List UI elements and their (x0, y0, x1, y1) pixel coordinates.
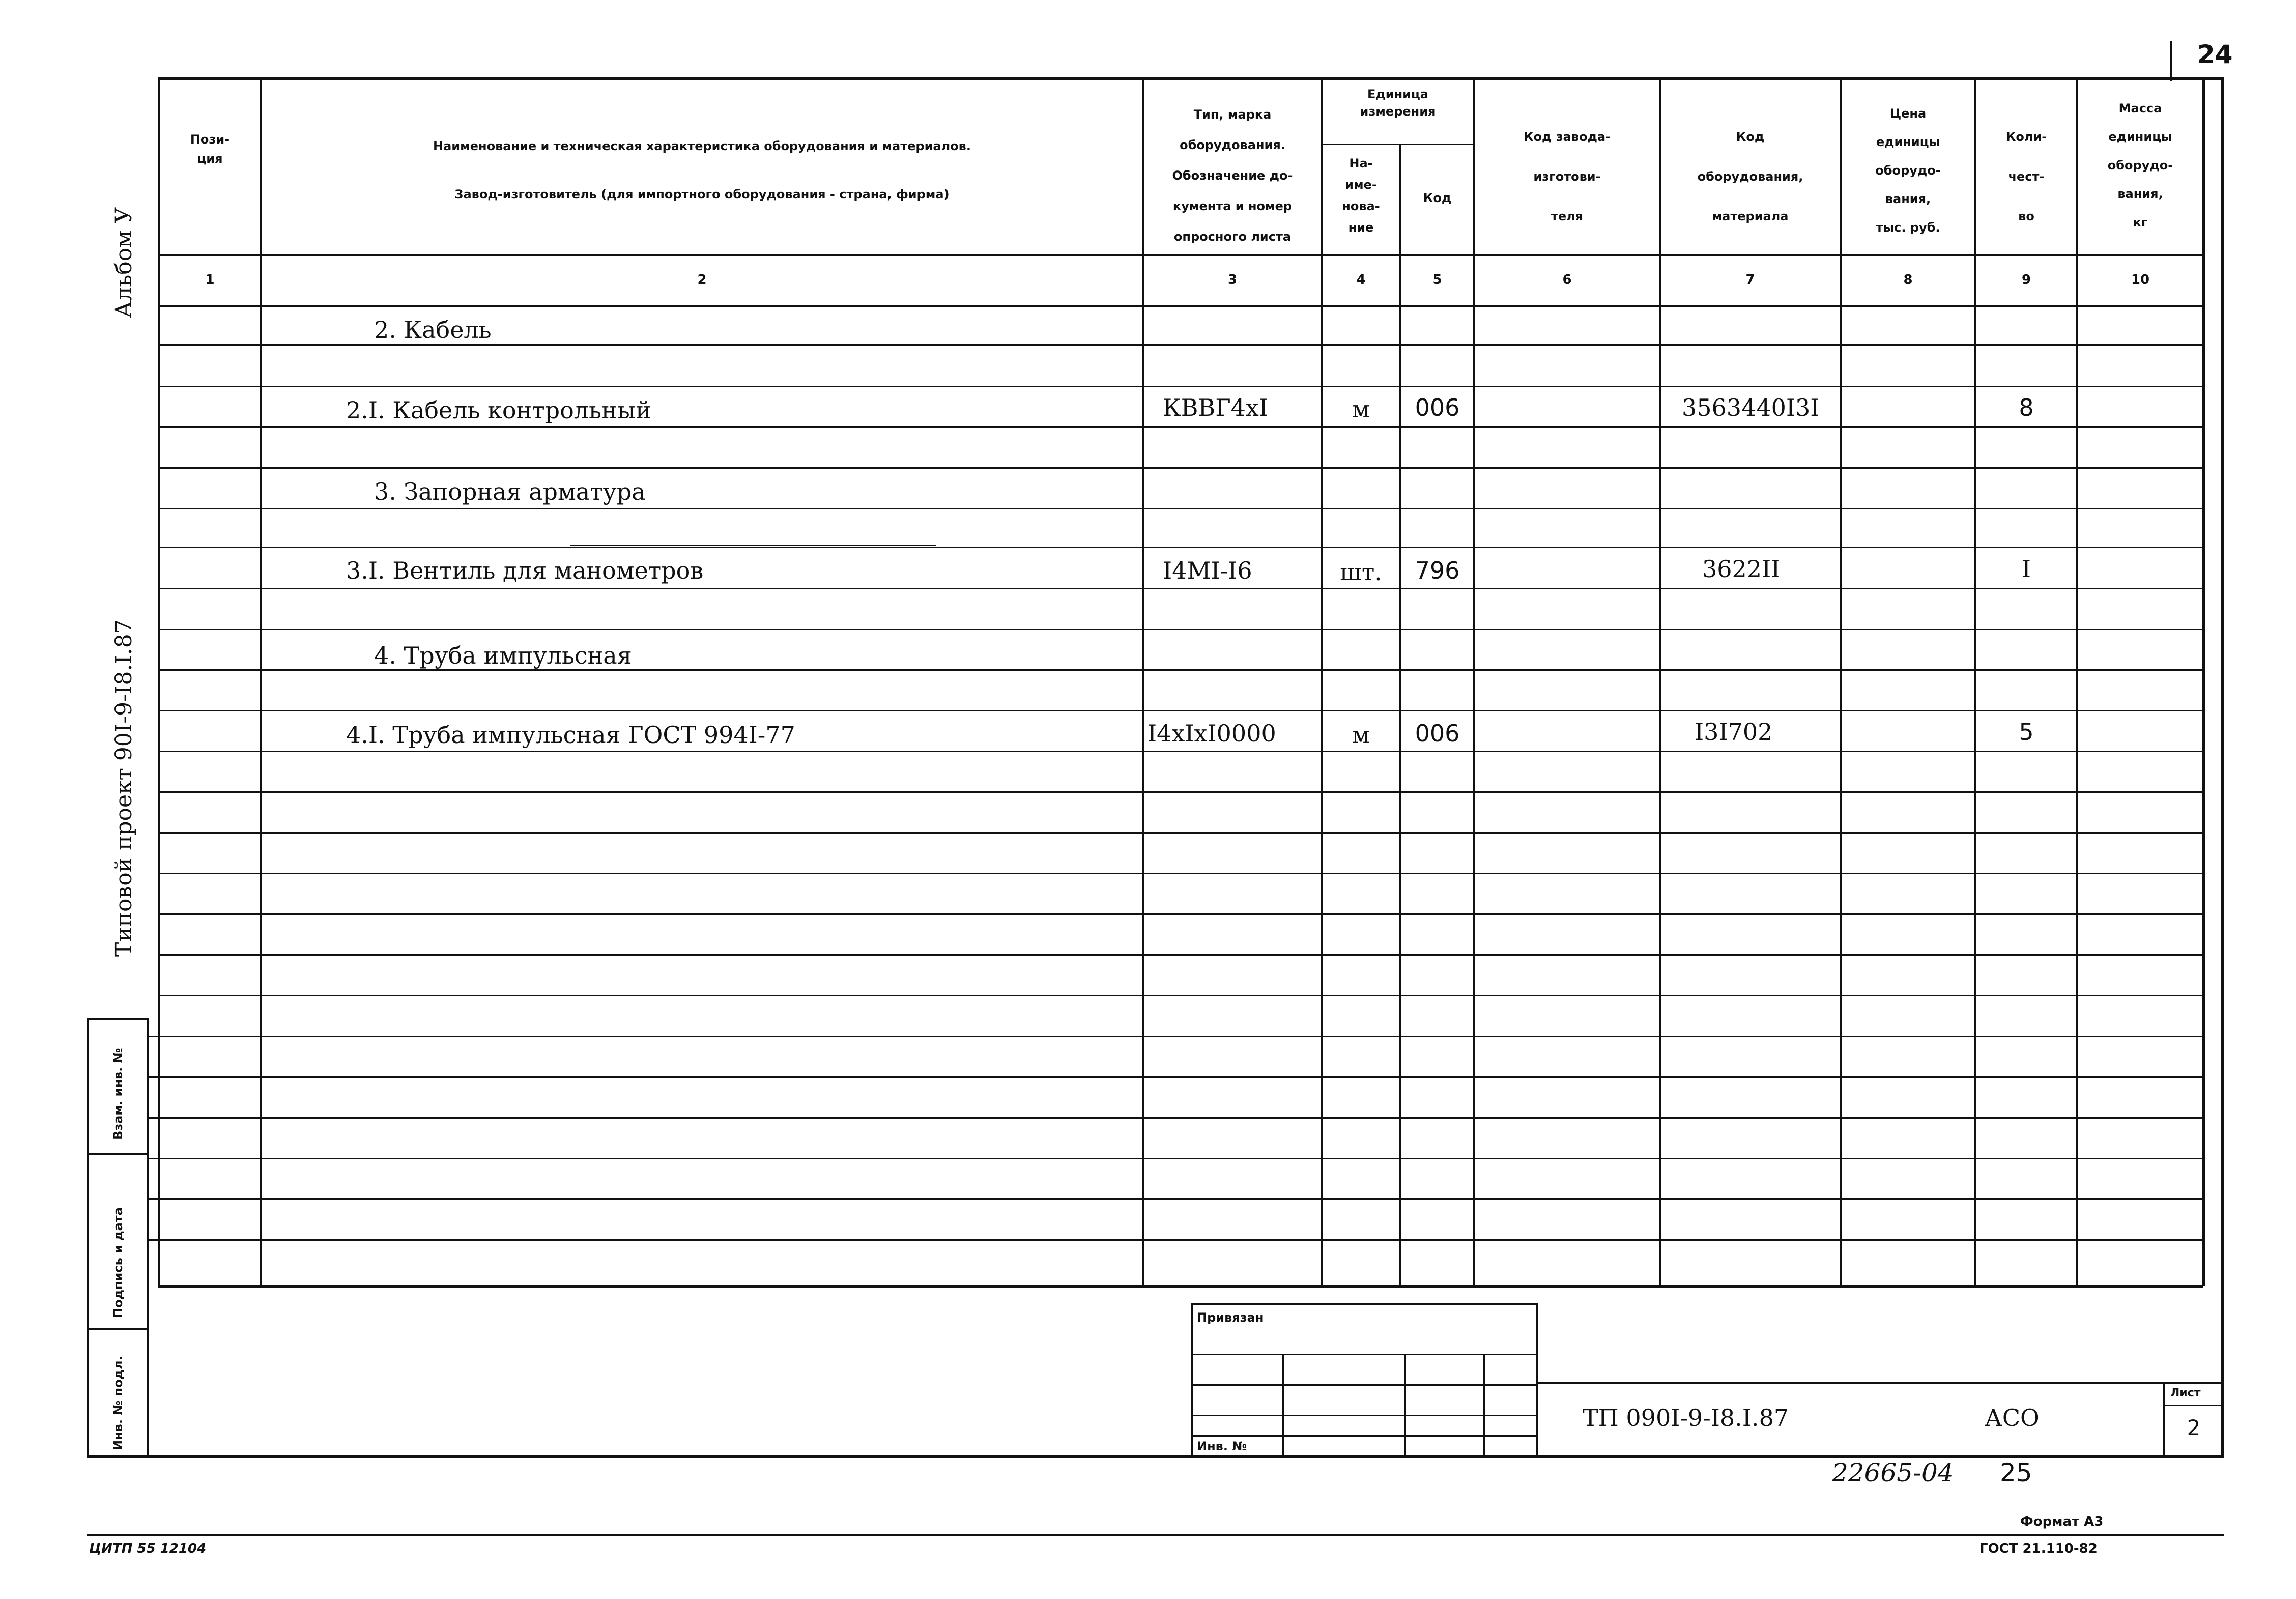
row-name: 3. Запорная арматура (374, 478, 646, 505)
row-type: I4хIхI0000 (1147, 720, 1276, 747)
col-num-3: 3 (1227, 272, 1238, 288)
stamp-sheet-no: 2 (2187, 1415, 2201, 1440)
side-box-inv-podl: Инв. № подл. (111, 1356, 125, 1450)
header-position: Пози- ция (190, 132, 230, 166)
header-mass: Масса единицы оборудо- вания, кг (2107, 101, 2173, 230)
header-price: Цена единицы оборудо- вания, тыс. руб. (1875, 106, 1941, 235)
page-number-divider (2170, 41, 2172, 81)
header-unit-code: Код (1423, 191, 1452, 205)
stamp-sheet-label: Лист (2170, 1387, 2201, 1400)
archive-number: 22665-04 (1832, 1458, 1954, 1488)
row-type: КВВГ4хI (1163, 394, 1269, 421)
row-name: 2. Кабель (374, 316, 492, 344)
stamp-privyazan: Привязан (1197, 1310, 1264, 1325)
col-num-2: 2 (697, 272, 707, 288)
row-quantity: 8 (2019, 394, 2034, 421)
header-material-code: Код оборудования, материала (1697, 130, 1803, 223)
row-name: 3.I. Вентиль для манометров (346, 557, 704, 584)
row-material-code: I3I702 (1695, 718, 1773, 746)
row-name: 4. Труба импульсная (374, 642, 632, 669)
row-quantity: 5 (2019, 718, 2034, 746)
format-label: Формат А3 (2020, 1514, 2104, 1529)
header-unit: Единица измерения (1360, 87, 1436, 119)
archive-sheet: 25 (2000, 1458, 2032, 1488)
stamp-doc-code: ТП 090I-9-I8.I.87 (1583, 1404, 1789, 1432)
row-code: 006 (1415, 720, 1460, 747)
side-project-label: Типовой проект 90I-9-I8.I.87 (111, 619, 137, 957)
col-num-5: 5 (1432, 272, 1442, 288)
header-unit-name: На- име- нова- ние (1342, 156, 1380, 235)
header-factory-code: Код завода- изготови- теля (1523, 130, 1611, 223)
row-code: 006 (1415, 394, 1460, 421)
col-num-7: 7 (1745, 272, 1755, 288)
bottom-rule (87, 1534, 2224, 1536)
row-unit: м (1352, 721, 1370, 749)
row-name: 4.I. Труба импульсная ГОСТ 994I-77 (346, 721, 795, 749)
col-num-6: 6 (1562, 272, 1572, 288)
row-code: 796 (1415, 557, 1460, 584)
side-box-inv-zam: Взам. инв. № (111, 1048, 125, 1140)
side-box-sign-date: Подпись и дата (111, 1207, 125, 1318)
row-material-code: 3563440I3I (1682, 394, 1820, 421)
print-code: ЦИТП 55 12104 (89, 1541, 207, 1556)
header-type: Тип, марка оборудования. Обозначение до- кумента и номер опросного листа (1172, 107, 1293, 244)
row-material-code: 3622II (1702, 555, 1781, 583)
col-num-8: 8 (1903, 272, 1913, 288)
stamp-inv-no: Инв. № (1197, 1439, 1247, 1453)
col-num-4: 4 (1356, 272, 1366, 288)
row-unit: шт. (1340, 558, 1382, 586)
col-num-9: 9 (2021, 272, 2031, 288)
gost-label: ГОСТ 21.110-82 (1979, 1541, 2098, 1556)
header-quantity: Коли- чест- во (2005, 130, 2047, 223)
side-album-label: Альбом У (111, 207, 137, 318)
row-quantity: I (2021, 555, 2031, 583)
col-num-10: 10 (2131, 272, 2150, 288)
header-name: Наименование и техническая характеристика оборудования и материалов. Завод-изготовитель (для импортного оборудования - страна, фирма) (433, 139, 971, 202)
row-name: 2.I. Кабель контрольный (346, 396, 652, 424)
page-number: 24 (2197, 40, 2233, 69)
row-type: I4MI-I6 (1163, 557, 1252, 584)
row-unit: м (1352, 395, 1370, 423)
col-num-1: 1 (205, 272, 215, 288)
stamp-mark: АСО (1985, 1404, 2040, 1432)
